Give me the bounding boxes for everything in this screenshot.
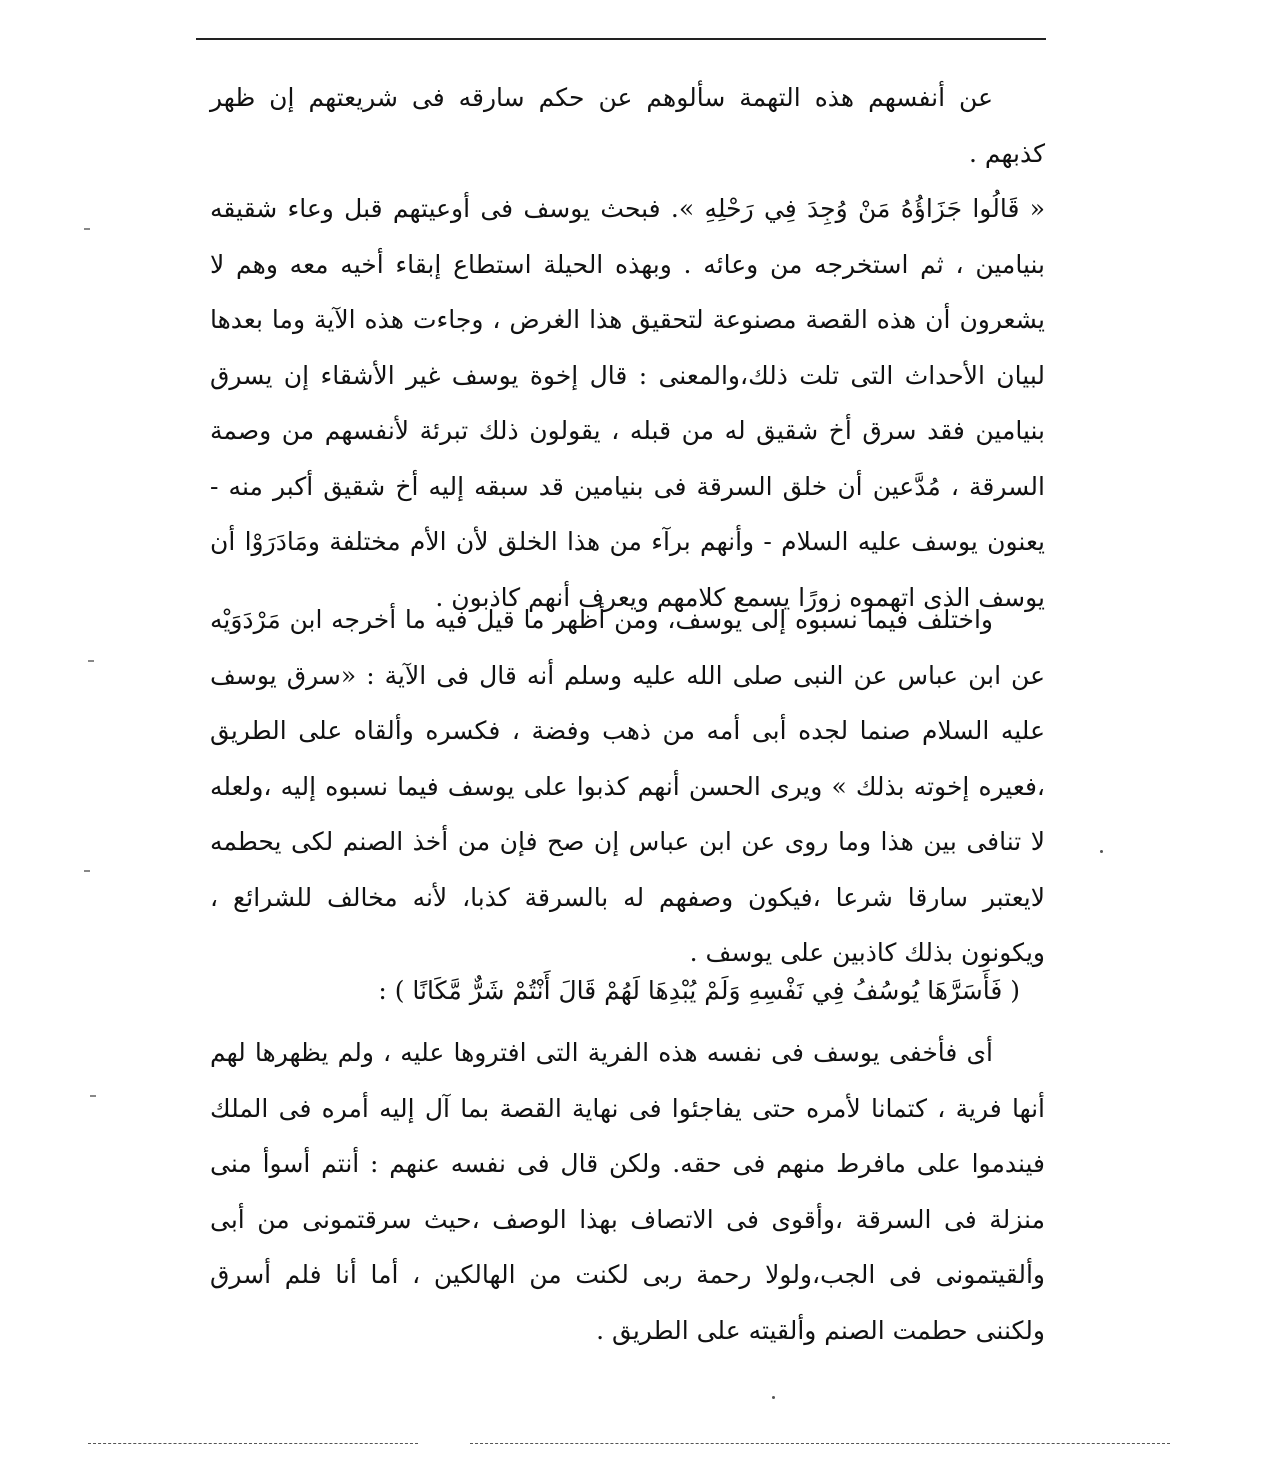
margin-speck [84,228,90,230]
bottom-rule-left [88,1443,418,1444]
text-block-1 [210,70,1045,625]
paragraph-narration: واختلف فيما نسبوه إلى يوسف، ومن أظهر ما قيل فيه ما أخرجه ابن مَرْدَوَيْه عن ابن عباس عن النبى صلى الله عليه وسلم أنه قال فى الآية : «سرق يوسف عليه السلام صنما لجده أبى أمه من ذهب وفضة ، فكسره وألقاه على الطريق ،فعيره إخوته بذلك » ويرى الحسن أنهم كذبوا على يوسف فيما نسبوه إليه ،ولعله لا تنافى بين هذا وما روى عن ابن عباس إن صح فإن من أخذ الصنم لكى يحطمه لايعتبر سارقا شرعا ،فيكون وصفهم له بالسرقة كذبا، لأنه مخالف للشرائع ، ويكونون بذلك كاذبين على يوسف . [210,605,1045,967]
quran-verse: ( فَأَسَرَّهَا يُوسُفُ فِي نَفْسِهِ وَلَمْ يُبْدِهَا لَهُمْ قَالَ أَنْتُمْ شَرٌّ مَّكَانًا ) : [378,976,1020,1005]
paragraph-explanation: أى فأخفى يوسف فى نفسه هذه الفرية التى افتروها عليه ، ولم يظهرها لهم أنها فرية ، كتمانا لأمره حتى يفاجئوا فى نهاية القصة بما آل إليه أمره فى الملك فيندموا على مافرط منهم فى حقه. ولكن قال فى نفسه عنهم : أنتم أسوأ منى منزلة فى السرقة ،وأقوى فى الاتصاف بهذا الوصف ،حيث سرقتمونى من أبى وألقيتمونى فى الجب،ولولا رحمة ربى لكنت من الهالكين ، أما أنا فلم أسرق ولكننى حطمت الصنم وألقيته على الطريق . [210,1038,1046,1345]
margin-speck [88,660,94,662]
page-dot [772,1396,775,1399]
top-rule [196,38,1046,40]
margin-dot [1100,850,1103,853]
margin-speck [90,1095,96,1097]
paragraph-continuation: عن أنفسهم هذه التهمة سألوهم عن حكم سارقه فى شريعتهم إن ظهر كذبهم . [210,83,1045,168]
paragraph-quote: « قَالُوا جَزَاؤُهُ مَنْ وُجِدَ فِي رَحْلِهِ ». فبحث يوسف فى أوعيتهم قبل وعاء شقيقه بنيامين ، ثم استخرجه من وعائه . وبهذه الحيلة استطاع إبقاء أخيه معه وهم لا يشعرون أن هذه القصة مصنوعة لتحقيق هذا الغرض ، وجاءت هذه الآية وما بعدها لبيان الأحداث التى تلت ذلك،والمعنى : قال إخوة يوسف غير الأشقاء إن يسرق بنيامين فقد سرق أخ شقيق له من قبله ، يقولون ذلك تبرئة لأنفسهم من وصمة السرقة ، مُدَّعين أن خلق السرقة فى بنيامين قد سبقه إليه أخ شقيق أكبر منه - يعنون يوسف عليه السلام - وأنهم برآء من هذا الخلق لأن الأم مختلفة ومَادَرَوْا أن يوسف الذى اتهموه زورًا يسمع كلامهم ويعرف أنهم كاذبون . [210,194,1045,612]
margin-speck [84,870,90,872]
bottom-rule-right [470,1443,1170,1444]
text-block-3 [210,1025,1045,1358]
text-block-2 [210,592,1045,981]
